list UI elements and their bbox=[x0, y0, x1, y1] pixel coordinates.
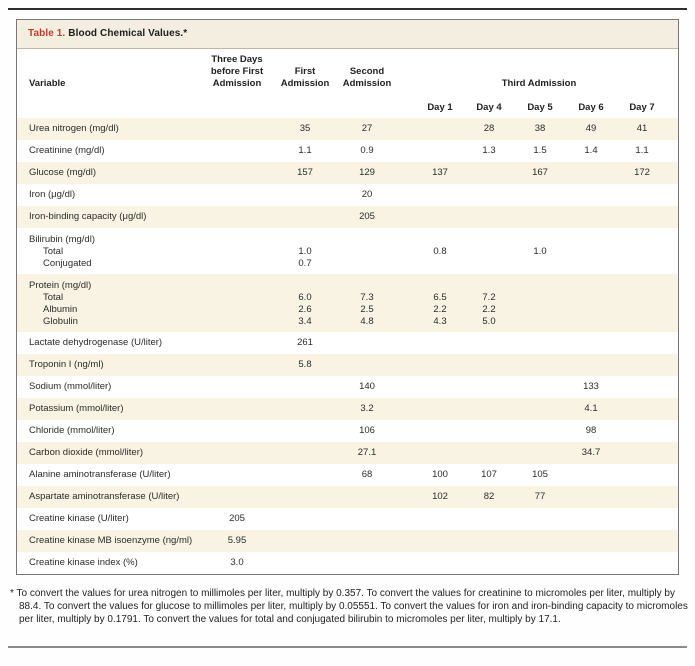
cell-value: 2.2 bbox=[482, 304, 496, 315]
table-title-bar bbox=[17, 20, 678, 49]
col-header-three-days-before-first-admission bbox=[211, 54, 263, 90]
cell-value: 137 bbox=[432, 167, 448, 178]
cell-value: 41 bbox=[636, 123, 648, 134]
cell-value: 27 bbox=[361, 123, 373, 134]
table-title-text: Blood Chemical Values.* bbox=[68, 28, 188, 39]
cell-value: 1.1 bbox=[298, 145, 312, 156]
col-header-day: Day 5 bbox=[527, 102, 553, 113]
col-header-third-admission: Third Admission bbox=[501, 78, 577, 89]
table-box bbox=[16, 19, 679, 575]
cell-value: 7.3 bbox=[360, 292, 374, 303]
header-line: Admission bbox=[280, 78, 330, 89]
cell-value: 68 bbox=[361, 469, 373, 480]
cell-value: 0.7 bbox=[298, 258, 312, 269]
subrow-label: Globulin bbox=[43, 316, 78, 327]
row-label: Urea nitrogen (mg/dl) bbox=[29, 123, 119, 134]
row-label: Troponin I (ng/ml) bbox=[29, 359, 104, 370]
cell-value: 1.0 bbox=[298, 246, 312, 257]
row-label: Iron-binding capacity (μg/dl) bbox=[29, 211, 147, 222]
col-header-second-admission bbox=[343, 66, 392, 90]
header-line: Second bbox=[349, 66, 385, 77]
top-divider-rule bbox=[8, 8, 687, 10]
table-row bbox=[17, 274, 678, 332]
cell-value: 20 bbox=[361, 189, 373, 200]
table-subrow bbox=[17, 316, 678, 328]
cell-value: 3.2 bbox=[360, 403, 374, 414]
col-header-day: Day 4 bbox=[476, 102, 502, 113]
cell-value: 1.3 bbox=[482, 145, 496, 156]
cell-value: 28 bbox=[483, 123, 495, 134]
cell-value: 172 bbox=[634, 167, 650, 178]
cell-value: 3.0 bbox=[230, 557, 244, 568]
table-row bbox=[17, 420, 678, 442]
cell-value: 27.1 bbox=[357, 447, 377, 458]
table-subrow bbox=[17, 292, 678, 304]
cell-value: 5.0 bbox=[482, 316, 496, 327]
table-row bbox=[17, 118, 678, 140]
cell-value: 157 bbox=[297, 167, 313, 178]
col-header-variable: Variable bbox=[29, 78, 66, 89]
col-header-first-admission bbox=[281, 66, 330, 90]
cell-value: 1.1 bbox=[635, 145, 649, 156]
row-label: Carbon dioxide (mmol/liter) bbox=[29, 447, 144, 458]
row-label: Iron (μg/dl) bbox=[29, 189, 76, 200]
table-row bbox=[17, 228, 678, 274]
header-line: Three Days bbox=[211, 54, 263, 65]
cell-value: 205 bbox=[229, 513, 245, 524]
bottom-divider-rule bbox=[8, 646, 687, 648]
table-number-label: Table 1. bbox=[28, 28, 66, 39]
footnote-marker: * bbox=[10, 588, 14, 599]
table-row bbox=[17, 162, 678, 184]
subrow-label: Total bbox=[43, 292, 64, 303]
row-label: Aspartate aminotransferase (U/liter) bbox=[29, 491, 180, 502]
cell-value: 205 bbox=[359, 211, 375, 222]
cell-value: 1.4 bbox=[584, 145, 598, 156]
row-label: Creatine kinase index (%) bbox=[29, 557, 138, 568]
cell-value: 2.5 bbox=[360, 304, 374, 315]
footnote bbox=[10, 587, 695, 626]
row-label: Sodium (mmol/liter) bbox=[29, 381, 112, 392]
cell-value: 0.8 bbox=[433, 246, 447, 257]
table-row bbox=[17, 354, 678, 376]
row-label: Lactate dehydrogenase (U/liter) bbox=[29, 337, 163, 348]
cell-value: 140 bbox=[359, 381, 375, 392]
cell-value: 129 bbox=[359, 167, 375, 178]
header-line: Admission bbox=[212, 78, 262, 89]
cell-value: 4.1 bbox=[584, 403, 598, 414]
cell-value: 6.5 bbox=[433, 292, 447, 303]
table-row bbox=[17, 486, 678, 508]
cell-value: 6.0 bbox=[298, 292, 312, 303]
cell-value: 3.4 bbox=[298, 316, 312, 327]
row-label: Creatinine (mg/dl) bbox=[29, 145, 105, 156]
cell-value: 100 bbox=[432, 469, 448, 480]
cell-value: 0.9 bbox=[360, 145, 374, 156]
table-subrow bbox=[17, 304, 678, 316]
cell-value: 2.6 bbox=[298, 304, 312, 315]
cell-value: 105 bbox=[532, 469, 548, 480]
table-body bbox=[17, 118, 678, 574]
cell-value: 106 bbox=[359, 425, 375, 436]
header-line: before First bbox=[210, 66, 264, 77]
cell-value: 167 bbox=[532, 167, 548, 178]
col-header-day: Day 1 bbox=[427, 102, 453, 113]
cell-value: 82 bbox=[483, 491, 495, 502]
cell-value: 7.2 bbox=[482, 292, 496, 303]
table-row bbox=[17, 464, 678, 486]
row-group-label: Protein (mg/dl) bbox=[29, 280, 92, 291]
row-label: Potassium (mmol/liter) bbox=[29, 403, 124, 414]
cell-value: 133 bbox=[583, 381, 599, 392]
header-line: First bbox=[294, 66, 316, 77]
row-label: Alanine aminotransferase (U/liter) bbox=[29, 469, 171, 480]
col-header-day: Day 6 bbox=[578, 102, 604, 113]
table-row bbox=[17, 508, 678, 530]
cell-value: 107 bbox=[481, 469, 497, 480]
cell-value: 35 bbox=[299, 123, 311, 134]
table-row bbox=[17, 552, 678, 574]
subrow-label: Conjugated bbox=[43, 258, 92, 269]
cell-value: 34.7 bbox=[581, 447, 601, 458]
cell-value: 1.5 bbox=[533, 145, 547, 156]
subrow-label: Total bbox=[43, 246, 64, 257]
cell-value: 102 bbox=[432, 491, 448, 502]
table-row bbox=[17, 140, 678, 162]
table-row bbox=[17, 376, 678, 398]
table-header bbox=[17, 49, 678, 118]
header-line: Admission bbox=[342, 78, 392, 89]
footnote-text: To convert the values for urea nitrogen to millimoles per liter, multiply by 0.357. To convert the values for creatinine to micromoles per liter, multiply by 88.4. To convert the values for glucose to millimoles per liter, multiply by 0.05551. To convert the values for iron and iron-binding capacity to micromoles per liter, multiply by 0.1791. To convert the values for total and conjugated bilirubin to micromoles per liter, multiply by 17.1. bbox=[16, 588, 688, 625]
table-row bbox=[17, 530, 678, 552]
cell-value: 1.0 bbox=[533, 246, 547, 257]
table-subrow bbox=[17, 246, 678, 258]
table-row bbox=[17, 184, 678, 206]
row-label: Creatine kinase (U/liter) bbox=[29, 513, 129, 524]
col-header-day: Day 7 bbox=[629, 102, 655, 113]
cell-value: 5.95 bbox=[227, 535, 247, 546]
table-row bbox=[17, 206, 678, 228]
cell-value: 261 bbox=[297, 337, 313, 348]
cell-value: 77 bbox=[534, 491, 546, 502]
row-group-label: Bilirubin (mg/dl) bbox=[29, 234, 95, 245]
row-label: Creatine kinase MB isoenzyme (ng/ml) bbox=[29, 535, 193, 546]
cell-value: 4.8 bbox=[360, 316, 374, 327]
table-subrow bbox=[17, 258, 678, 270]
cell-value: 5.8 bbox=[298, 359, 312, 370]
cell-value: 49 bbox=[585, 123, 597, 134]
cell-value: 98 bbox=[585, 425, 597, 436]
row-label: Glucose (mg/dl) bbox=[29, 167, 97, 178]
table-row bbox=[17, 398, 678, 420]
subrow-label: Albumin bbox=[43, 304, 78, 315]
row-label: Chloride (mmol/liter) bbox=[29, 425, 115, 436]
cell-value: 4.3 bbox=[433, 316, 447, 327]
table-row bbox=[17, 442, 678, 464]
cell-value: 38 bbox=[534, 123, 546, 134]
table-row bbox=[17, 332, 678, 354]
cell-value: 2.2 bbox=[433, 304, 447, 315]
